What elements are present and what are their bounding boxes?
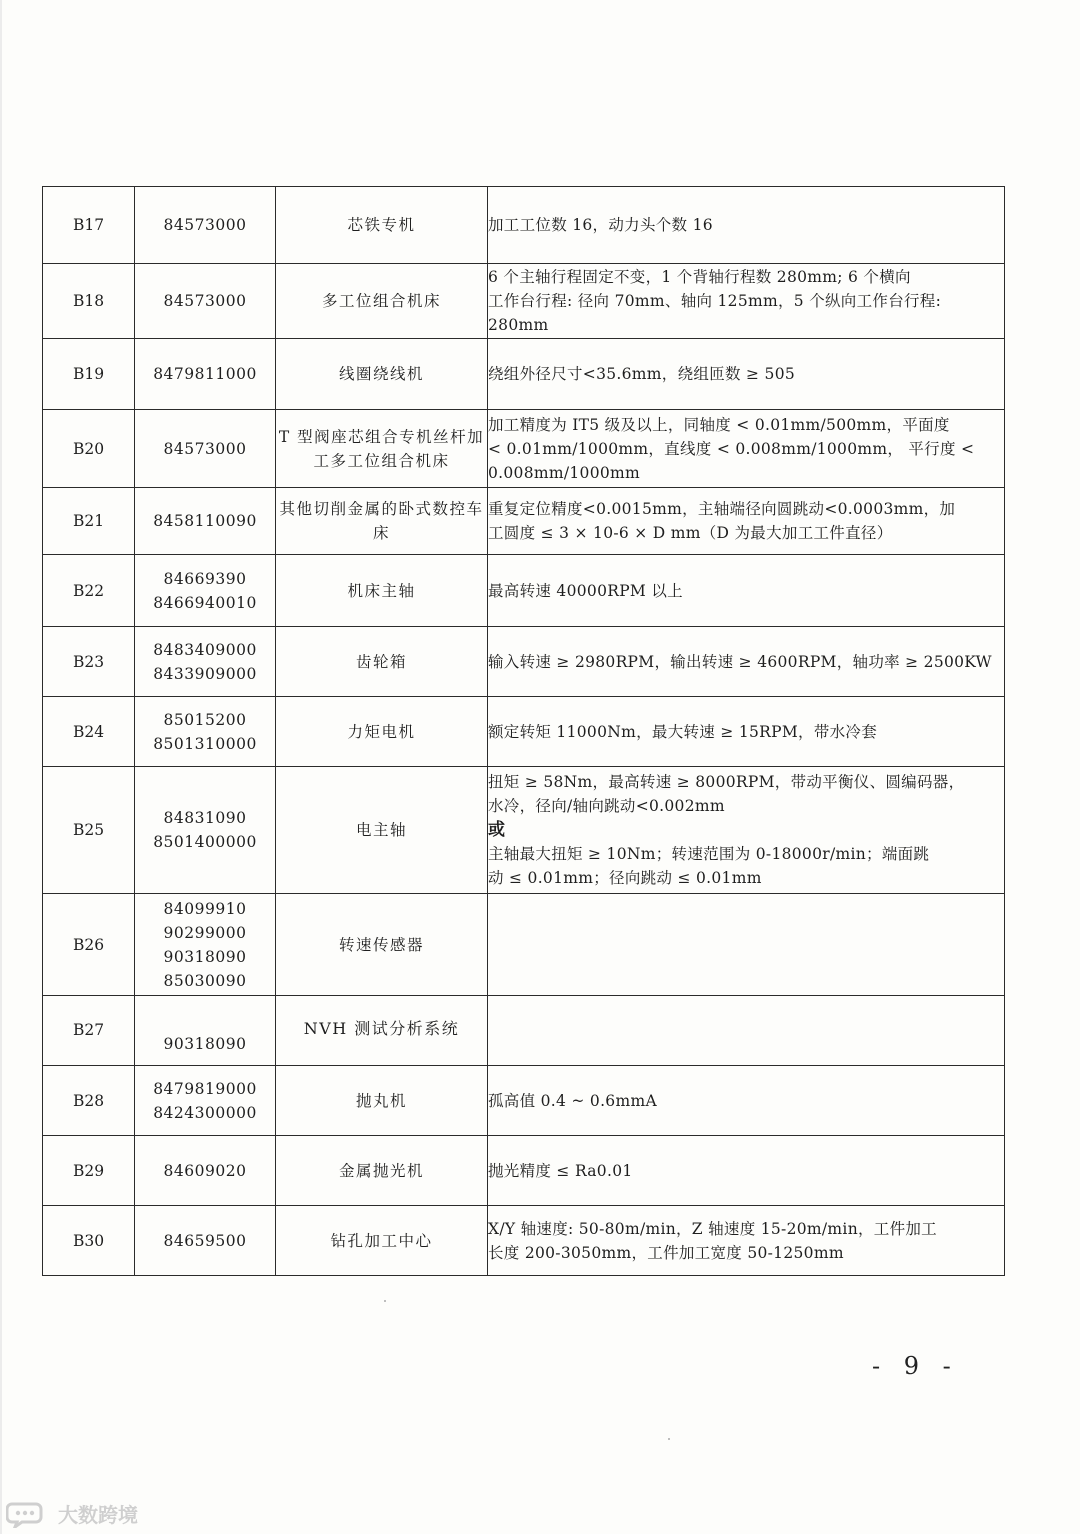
row-id: B17 xyxy=(43,187,135,264)
spec-cell xyxy=(488,697,1005,767)
spec-cell xyxy=(488,339,1005,410)
equipment-name: 其他切削金属的卧式数控车床 xyxy=(276,488,488,555)
spec-line: 主轴最大扭矩 ≥ 10Nm；转速范围为 0-18000r/min；端面跳 xyxy=(488,845,930,863)
hs-code-cell xyxy=(135,264,276,339)
equipment-name: 电主轴 xyxy=(276,767,488,894)
page-number: - 9 - xyxy=(872,1352,959,1380)
spec-cell xyxy=(488,264,1005,339)
spec-cell xyxy=(488,187,1005,264)
equipment-name: 抛丸机 xyxy=(276,1066,488,1136)
spec-line: 工圆度 ≤ 3 × 10-6 × D mm（D 为最大加工工件直径） xyxy=(488,524,893,542)
hs-code-cell xyxy=(135,488,276,555)
hs-code-cell xyxy=(135,627,276,697)
row-id: B27 xyxy=(43,996,135,1066)
table-row xyxy=(43,996,1005,1066)
chat-bubble-icon xyxy=(6,1498,52,1528)
spec-line: 孤高值 0.4 ~ 0.6mmA xyxy=(488,1091,657,1110)
hs-code-cell xyxy=(135,1206,276,1276)
spec-line: X/Y 轴速度: 50-80m/min，Z 轴速度 15-20m/min，工件加工 xyxy=(488,1219,937,1238)
hs-code: 84659500 xyxy=(163,1231,247,1250)
row-id: B20 xyxy=(43,410,135,488)
hs-code: 8458110090 xyxy=(153,512,257,530)
hs-code: 84609020 xyxy=(163,1161,247,1180)
row-id: B25 xyxy=(43,767,135,894)
hs-code: 84669390 xyxy=(163,569,247,588)
table-row xyxy=(43,264,1005,339)
hs-code: 90318090 xyxy=(163,1035,247,1053)
table-row xyxy=(43,894,1005,996)
hs-code: 84573000 xyxy=(163,292,247,310)
spec-cell xyxy=(488,1136,1005,1206)
or-separator: 或 xyxy=(488,820,506,840)
table-row xyxy=(43,697,1005,767)
equipment-name: 齿轮箱 xyxy=(276,627,488,697)
hs-code: 8466940010 xyxy=(153,593,257,612)
row-id: B22 xyxy=(43,555,135,627)
table-row xyxy=(43,488,1005,555)
equipment-name: NVH 测试分析系统 xyxy=(276,996,488,1066)
row-id: B24 xyxy=(43,697,135,767)
spec-cell xyxy=(488,894,1005,996)
table-row xyxy=(43,555,1005,627)
row-id: B26 xyxy=(43,894,135,996)
hs-code: 8424300000 xyxy=(153,1103,257,1122)
watermark xyxy=(6,1497,138,1529)
table-row xyxy=(43,187,1005,264)
hs-code: 85030090 xyxy=(163,971,247,990)
equipment-name: 转速传感器 xyxy=(276,894,488,996)
spec-cell xyxy=(488,410,1005,488)
row-id: B28 xyxy=(43,1066,135,1136)
table-row xyxy=(43,1206,1005,1276)
row-id: B18 xyxy=(43,264,135,339)
hs-code-cell xyxy=(135,996,276,1066)
hs-code: 84099910 xyxy=(163,899,247,918)
hs-code: 8483409000 xyxy=(153,640,257,659)
equipment-name: 线圈绕线机 xyxy=(276,339,488,410)
row-id: B29 xyxy=(43,1136,135,1206)
hs-code-cell xyxy=(135,894,276,996)
spec-line: 扭矩 ≥ 58Nm，最高转速 ≥ 8000RPM，带动平衡仪、圆编码器， xyxy=(488,773,965,791)
hs-code: 84831090 xyxy=(163,809,247,827)
hs-code-cell xyxy=(135,410,276,488)
hs-code-cell xyxy=(135,767,276,894)
spec-line: 水冷，径向/轴向跳动<0.002mm xyxy=(488,797,725,815)
spec-cell xyxy=(488,488,1005,555)
hs-code: 85015200 xyxy=(163,710,247,729)
spec-line: 额定转矩 11000Nm，最大转速 ≥ 15RPM，带水冷套 xyxy=(488,722,878,741)
hs-code-cell xyxy=(135,339,276,410)
row-id: B19 xyxy=(43,339,135,410)
scan-speck xyxy=(384,1300,386,1302)
equipment-name: 力矩电机 xyxy=(276,697,488,767)
hs-code-cell xyxy=(135,1066,276,1136)
hs-code: 8501400000 xyxy=(153,833,257,851)
spec-line: 绕组外径尺寸<35.6mm，绕组匝数 ≥ 505 xyxy=(488,365,796,383)
spec-line: 抛光精度 ≤ Ra0.01 xyxy=(488,1161,633,1180)
equipment-name: 机床主轴 xyxy=(276,555,488,627)
equipment-name: 芯铁专机 xyxy=(276,187,488,264)
hs-code: 8433909000 xyxy=(153,664,257,683)
spec-line: 长度 200-3050mm，工件加工宽度 50-1250mm xyxy=(488,1243,844,1262)
spec-cell xyxy=(488,996,1005,1066)
table-row xyxy=(43,627,1005,697)
spec-cell xyxy=(488,1206,1005,1276)
hs-code-cell xyxy=(135,697,276,767)
spec-line: 280mm xyxy=(488,316,549,334)
spec-line: 6 个主轴行程固定不变，1 个背轴行程数 280mm; 6 个横向 xyxy=(488,268,911,286)
spec-line: 最高转速 40000RPM 以上 xyxy=(488,581,683,600)
spec-cell xyxy=(488,767,1005,894)
spec-line: 加工工位数 16，动力头个数 16 xyxy=(488,216,713,234)
hs-code: 8479819000 xyxy=(153,1079,257,1098)
spec-line: 0.008mm/1000mm xyxy=(488,463,641,482)
hs-code-cell xyxy=(135,187,276,264)
table-row xyxy=(43,410,1005,488)
spec-cell xyxy=(488,627,1005,697)
hs-code: 90299000 xyxy=(163,923,247,942)
equipment-name: 多工位组合机床 xyxy=(276,264,488,339)
hs-code: 8501310000 xyxy=(153,734,257,753)
spec-line: < 0.01mm/1000mm，直线度 < 0.008mm/1000mm， 平行度 < xyxy=(488,439,975,458)
spec-line: 重复定位精度<0.0015mm，主轴端径向圆跳动<0.0003mm，加 xyxy=(488,500,956,518)
spec-cell xyxy=(488,555,1005,627)
watermark-text: 大数跨境 xyxy=(58,1502,138,1527)
scan-speck xyxy=(668,1438,670,1440)
table-row xyxy=(43,767,1005,894)
spec-line: 输入转速 ≥ 2980RPM，输出转速 ≥ 4600RPM，轴功率 ≥ 2500KW xyxy=(488,652,992,671)
row-id: B23 xyxy=(43,627,135,697)
table-row xyxy=(43,1136,1005,1206)
hs-code: 8479811000 xyxy=(153,365,257,383)
table-row xyxy=(43,339,1005,410)
hs-code: 84573000 xyxy=(163,216,247,234)
equipment-name: T 型阀座芯组合专机丝杆加工多工位组合机床 xyxy=(276,410,488,488)
hs-code-cell xyxy=(135,555,276,627)
spec-line: 动 ≤ 0.01mm；径向跳动 ≤ 0.01mm xyxy=(488,869,762,887)
equipment-spec-table xyxy=(42,186,1005,1276)
spec-line: 工作台行程: 径向 70mm、轴向 125mm，5 个纵向工作台行程: xyxy=(488,292,942,310)
spec-line: 加工精度为 IT5 级及以上，同轴度 < 0.01mm/500mm，平面度 xyxy=(488,415,950,434)
spec-cell xyxy=(488,1066,1005,1136)
hs-code: 84573000 xyxy=(163,439,247,458)
equipment-name: 钻孔加工中心 xyxy=(276,1206,488,1276)
hs-code-cell xyxy=(135,1136,276,1206)
row-id: B30 xyxy=(43,1206,135,1276)
row-id: B21 xyxy=(43,488,135,555)
hs-code: 90318090 xyxy=(163,947,247,966)
table-row xyxy=(43,1066,1005,1136)
equipment-name: 金属抛光机 xyxy=(276,1136,488,1206)
